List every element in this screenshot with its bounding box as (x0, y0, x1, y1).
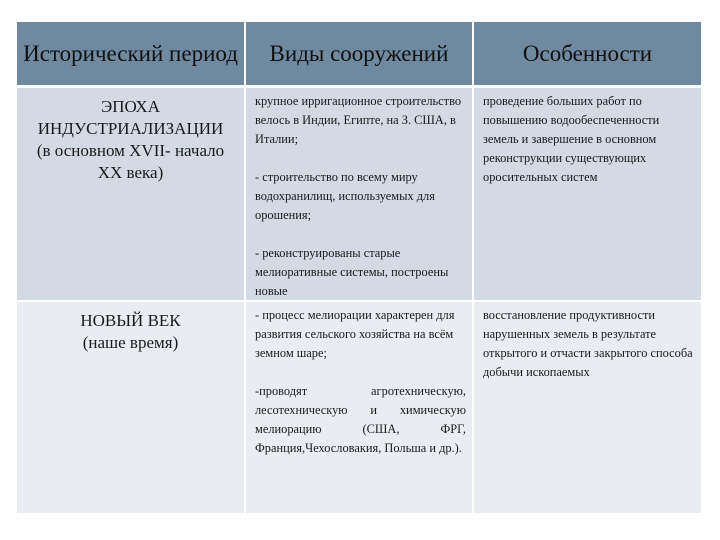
features-cell-new-age (472, 300, 701, 513)
period-line: (наше время) (82, 333, 179, 352)
period-cell-industrialization (17, 85, 244, 300)
structures-cell-industrialization (244, 85, 472, 300)
structure-item: - реконструированы старые мелиоративные системы, построены новые (255, 246, 449, 298)
period-line: ЭПОХА (100, 97, 160, 116)
period-line: ИНДУСТРИАЛИЗАЦИИ (37, 119, 224, 138)
feature-item: восстановление продуктивности нарушенных земель в результате открытого и отчасти закрытого способа добычи ископаемых (483, 308, 693, 379)
structure-item: крупное ирригационное строительство велось в Индии, Египте, на З. США, в Италии; (255, 94, 462, 146)
feature-item: проведение больших работ по повышению водообеспеченности земель и завершение в основном реконструкции существующих оросительных систем (483, 94, 660, 184)
structure-item: - строительство по всему миру водохранилищ, используемых для орошения; (255, 170, 435, 222)
header-period: Исторический период (17, 22, 244, 85)
header-structures: Виды сооружений (244, 22, 472, 85)
header-features: Особенности (472, 22, 701, 85)
period-line: НОВЫЙ ВЕК (80, 311, 181, 330)
history-table (17, 22, 701, 513)
features-cell-industrialization (472, 85, 701, 300)
period-cell-new-age (17, 300, 244, 513)
structure-item: -проводят агротехническую, лесотехническую и химическую мелиорацию (США, ФРГ, Франция,Чехословакия, Польша и др.). (255, 384, 466, 455)
period-line: XX века) (97, 163, 164, 182)
structure-item: - процесс мелиорации характерен для развития сельского хозяйства на всём земном шаре; (255, 308, 455, 360)
structures-cell-new-age (244, 300, 472, 513)
period-line: (в основном XVII- начало (36, 141, 225, 160)
